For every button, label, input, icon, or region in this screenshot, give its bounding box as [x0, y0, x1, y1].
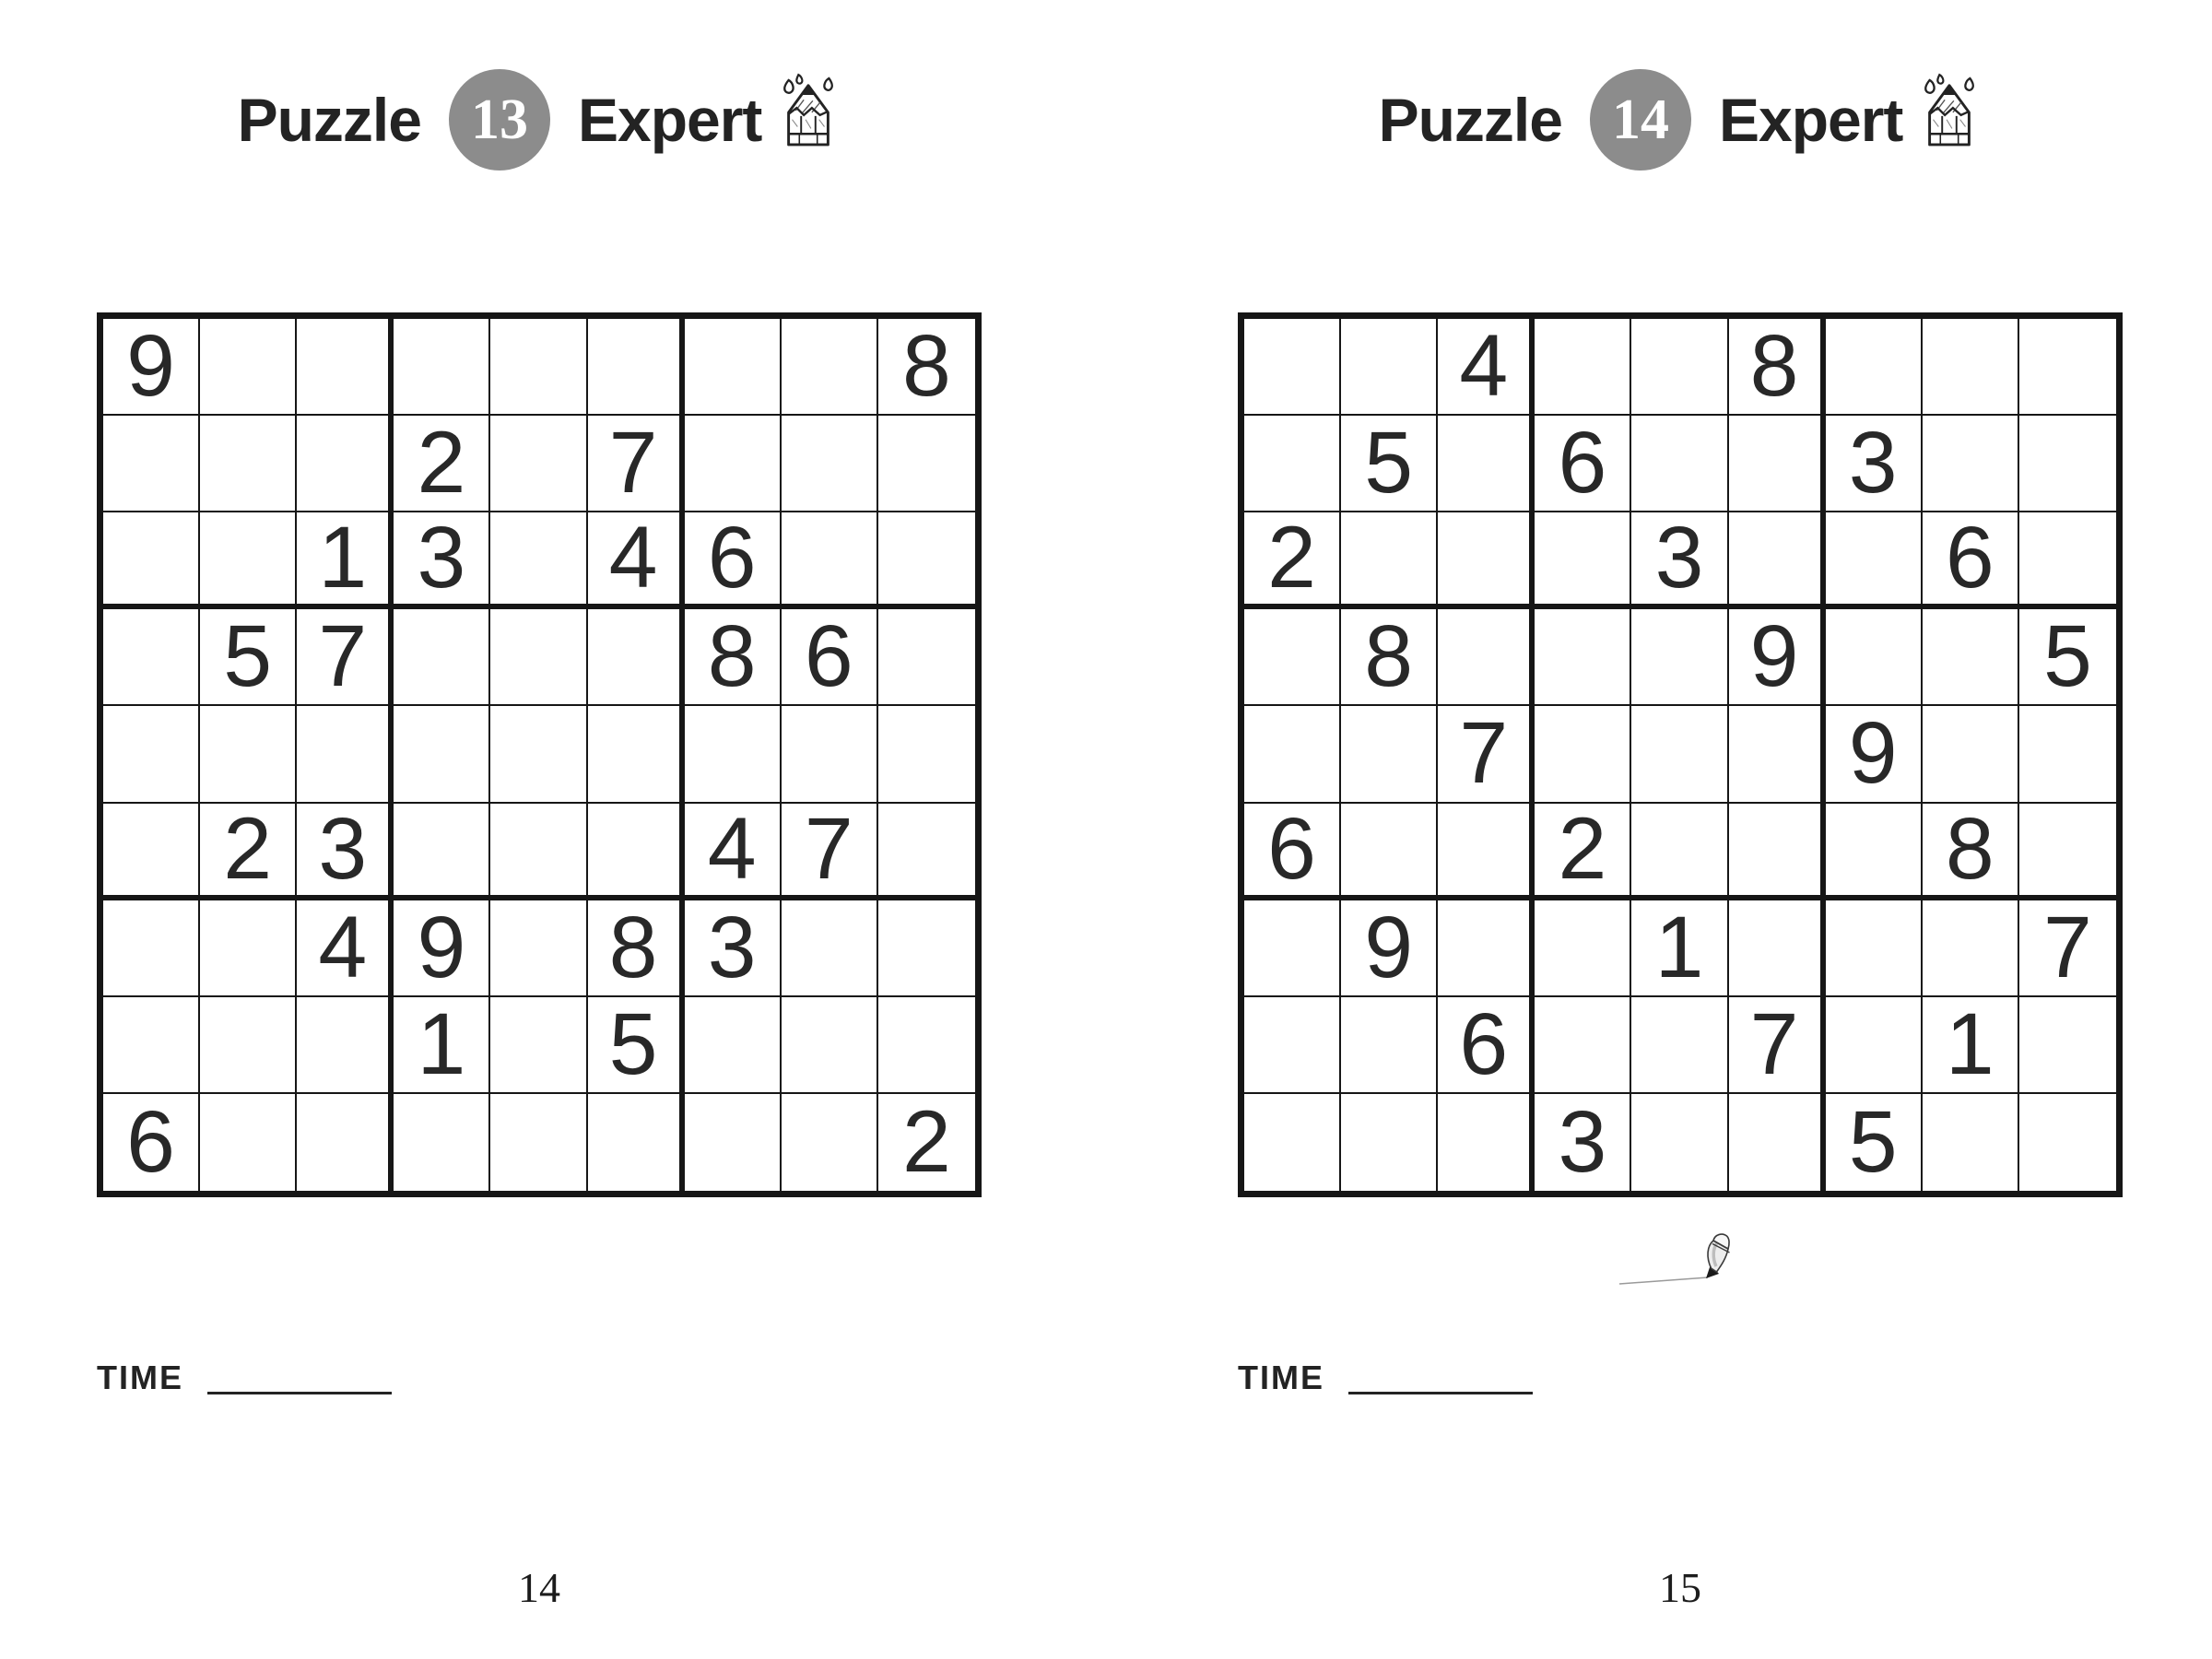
sudoku-cell[interactable] — [878, 512, 975, 609]
sudoku-cell[interactable]: 4 — [588, 512, 685, 609]
sudoku-cell[interactable] — [490, 1094, 587, 1191]
sudoku-cell[interactable]: 2 — [394, 416, 490, 512]
sudoku-cell[interactable]: 9 — [1341, 900, 1438, 997]
sudoku-cell[interactable]: 8 — [1729, 319, 1826, 416]
sudoku-cell[interactable]: 8 — [685, 609, 782, 706]
sudoku-cell[interactable] — [297, 416, 394, 512]
sudoku-cell[interactable]: 7 — [588, 416, 685, 512]
sudoku-cell[interactable]: 2 — [1244, 512, 1341, 609]
sudoku-cell[interactable] — [782, 900, 878, 997]
sudoku-cell[interactable] — [1631, 804, 1728, 900]
sudoku-cell[interactable] — [588, 1094, 685, 1191]
sudoku-cell[interactable] — [103, 609, 200, 706]
sudoku-cell[interactable]: 1 — [1631, 900, 1728, 997]
sudoku-cell[interactable]: 3 — [394, 512, 490, 609]
sudoku-cell[interactable] — [1729, 706, 1826, 803]
sudoku-cell[interactable] — [1631, 609, 1728, 706]
sudoku-cell[interactable] — [1826, 997, 1923, 1094]
sudoku-cell[interactable] — [1729, 804, 1826, 900]
sudoku-cell[interactable]: 2 — [1535, 804, 1631, 900]
sudoku-cell[interactable] — [1341, 804, 1438, 900]
sudoku-cell[interactable]: 6 — [782, 609, 878, 706]
sudoku-cell[interactable] — [685, 319, 782, 416]
sudoku-cell[interactable] — [200, 997, 297, 1094]
sudoku-cell[interactable] — [103, 900, 200, 997]
sudoku-cell[interactable] — [782, 512, 878, 609]
sudoku-grid-14 — [1238, 312, 2123, 1197]
sudoku-cell[interactable]: 1 — [297, 512, 394, 609]
sudoku-cell[interactable] — [1923, 706, 2019, 803]
sudoku-cell[interactable]: 8 — [588, 900, 685, 997]
sudoku-cell[interactable] — [200, 706, 297, 803]
sudoku-cell[interactable] — [297, 319, 394, 416]
sudoku-cell[interactable] — [1244, 609, 1341, 706]
sudoku-cell[interactable] — [1826, 900, 1923, 997]
sudoku-cell[interactable]: 6 — [1438, 997, 1535, 1094]
sudoku-cell[interactable] — [103, 997, 200, 1094]
sudoku-cell[interactable]: 3 — [1535, 1094, 1631, 1191]
sudoku-cell[interactable] — [1923, 1094, 2019, 1191]
sudoku-cell[interactable] — [2019, 997, 2116, 1094]
sudoku-cell[interactable] — [1535, 512, 1631, 609]
sudoku-cell[interactable] — [878, 706, 975, 803]
sudoku-cell[interactable] — [1535, 319, 1631, 416]
sudoku-cell[interactable] — [490, 512, 587, 609]
sudoku-cell[interactable] — [588, 319, 685, 416]
sudoku-cell[interactable] — [782, 706, 878, 803]
sudoku-cell[interactable]: 9 — [103, 319, 200, 416]
sudoku-cell[interactable]: 5 — [200, 609, 297, 706]
sudoku-cell[interactable] — [1438, 416, 1535, 512]
sudoku-cell[interactable]: 5 — [588, 997, 685, 1094]
sudoku-cell[interactable] — [2019, 706, 2116, 803]
sudoku-cell[interactable] — [1535, 900, 1631, 997]
sudoku-cell[interactable] — [394, 319, 490, 416]
sudoku-cell[interactable] — [878, 804, 975, 900]
sudoku-cell[interactable]: 7 — [1729, 997, 1826, 1094]
sudoku-cell[interactable] — [685, 416, 782, 512]
sudoku-cell[interactable]: 6 — [1923, 512, 2019, 609]
sudoku-cell[interactable]: 7 — [297, 609, 394, 706]
sudoku-cell[interactable] — [878, 997, 975, 1094]
puzzle-header — [1238, 63, 2123, 177]
sudoku-cell[interactable] — [782, 997, 878, 1094]
puzzle-number-badge: 13 — [449, 69, 550, 171]
sudoku-cell[interactable] — [1535, 706, 1631, 803]
book-page-right — [1106, 0, 2212, 1659]
sudoku-cell[interactable]: 1 — [1923, 997, 2019, 1094]
time-blank-line — [1348, 1392, 1533, 1394]
sudoku-cell[interactable] — [1535, 997, 1631, 1094]
sudoku-cell[interactable] — [1244, 900, 1341, 997]
pencil-sweat-icon — [776, 73, 841, 153]
sudoku-cell[interactable] — [394, 706, 490, 803]
sudoku-cell[interactable] — [1631, 416, 1728, 512]
sudoku-cell[interactable] — [878, 609, 975, 706]
sudoku-cell[interactable] — [103, 416, 200, 512]
time-row — [1238, 1359, 1533, 1397]
sudoku-cell[interactable]: 9 — [1826, 706, 1923, 803]
sudoku-cell[interactable] — [490, 609, 587, 706]
sudoku-cell[interactable] — [1923, 416, 2019, 512]
page-number: 14 — [518, 1564, 560, 1611]
sudoku-cell[interactable] — [1923, 609, 2019, 706]
sudoku-cell[interactable] — [1729, 512, 1826, 609]
difficulty-label: Expert — [577, 86, 762, 154]
sudoku-cell[interactable] — [1244, 319, 1341, 416]
sudoku-cell[interactable] — [1729, 900, 1826, 997]
sudoku-cell[interactable]: 3 — [1631, 512, 1728, 609]
sudoku-cell[interactable] — [1244, 416, 1341, 512]
sudoku-cell[interactable] — [1341, 997, 1438, 1094]
sudoku-cell[interactable] — [490, 804, 587, 900]
sudoku-cell[interactable] — [1438, 900, 1535, 997]
puzzle-title: Puzzle — [1378, 86, 1562, 154]
sudoku-cell[interactable] — [1826, 319, 1923, 416]
sudoku-cell[interactable]: 5 — [1341, 416, 1438, 512]
sudoku-cell[interactable]: 4 — [685, 804, 782, 900]
sudoku-cell[interactable]: 2 — [902, 1092, 951, 1191]
pencil-doodle — [1618, 1231, 1742, 1295]
sudoku-cell[interactable] — [782, 319, 878, 416]
sudoku-grid-13 — [97, 312, 982, 1197]
sudoku-cell[interactable]: 1 — [394, 997, 490, 1094]
sudoku-cell[interactable] — [1244, 1094, 1341, 1191]
sudoku-cell[interactable] — [490, 706, 587, 803]
sudoku-cell[interactable] — [1438, 512, 1535, 609]
sudoku-cell[interactable] — [1341, 1094, 1438, 1191]
sudoku-cell[interactable] — [1631, 319, 1728, 416]
time-label: TIME — [1238, 1359, 1324, 1396]
sudoku-cell[interactable] — [2019, 1094, 2116, 1191]
sudoku-cell[interactable] — [1631, 997, 1728, 1094]
sudoku-cell[interactable]: 6 — [1535, 416, 1631, 512]
sudoku-cell[interactable] — [1341, 706, 1438, 803]
sudoku-cell[interactable] — [1631, 1094, 1728, 1191]
sudoku-cell[interactable] — [1826, 609, 1923, 706]
page-number: 15 — [1659, 1564, 1701, 1611]
sudoku-cell[interactable]: 4 — [1438, 319, 1535, 416]
sudoku-cell[interactable] — [588, 804, 685, 900]
sudoku-cell[interactable] — [1244, 706, 1341, 803]
sudoku-cell[interactable]: 3 — [685, 900, 782, 997]
sudoku-cell[interactable] — [490, 900, 587, 997]
sudoku-cell[interactable]: 7 — [1438, 706, 1535, 803]
time-row — [97, 1359, 392, 1397]
sudoku-cell[interactable] — [782, 1094, 878, 1191]
sudoku-cell[interactable]: 4 — [297, 900, 394, 997]
sudoku-cell[interactable] — [297, 997, 394, 1094]
puzzle-number-badge: 14 — [1590, 69, 1691, 171]
sudoku-cell[interactable] — [685, 706, 782, 803]
sudoku-cell[interactable] — [394, 804, 490, 900]
sudoku-cell[interactable] — [200, 900, 297, 997]
sudoku-cell[interactable] — [394, 609, 490, 706]
time-label: TIME — [97, 1359, 183, 1396]
sudoku-cell[interactable] — [1923, 319, 2019, 416]
sudoku-cell[interactable] — [1438, 609, 1535, 706]
sudoku-cell[interactable] — [200, 512, 297, 609]
sudoku-cell[interactable]: 7 — [2019, 900, 2116, 997]
sudoku-cell[interactable] — [878, 900, 975, 997]
sudoku-cell[interactable] — [200, 319, 297, 416]
sudoku-cell[interactable] — [685, 1094, 782, 1191]
sudoku-cell[interactable]: 3 — [1826, 416, 1923, 512]
sudoku-cell[interactable]: 8 — [878, 319, 975, 416]
sudoku-cell[interactable]: 2 — [200, 804, 297, 900]
sudoku-cell[interactable] — [588, 706, 685, 803]
sudoku-cell[interactable] — [200, 416, 297, 512]
sudoku-cell[interactable] — [1923, 900, 2019, 997]
sudoku-cell[interactable]: 6 — [685, 512, 782, 609]
sudoku-cell[interactable] — [782, 416, 878, 512]
sudoku-cell[interactable]: 6 — [1244, 804, 1341, 900]
sudoku-cell[interactable]: 8 — [1341, 609, 1438, 706]
sudoku-cell[interactable] — [2019, 512, 2116, 609]
sudoku-cell[interactable]: 9 — [394, 900, 490, 997]
sudoku-cell[interactable] — [1729, 416, 1826, 512]
sudoku-cell[interactable] — [1631, 706, 1728, 803]
sudoku-cell[interactable] — [490, 997, 587, 1094]
sudoku-cell[interactable]: 9 — [1729, 609, 1826, 706]
sudoku-cell[interactable] — [103, 512, 200, 609]
puzzle-title: Puzzle — [237, 86, 421, 154]
sudoku-cell[interactable]: 5 — [1826, 1094, 1923, 1191]
sudoku-cell[interactable]: 5 — [2019, 609, 2116, 706]
sudoku-cell[interactable] — [490, 319, 587, 416]
sudoku-cell[interactable] — [2019, 416, 2116, 512]
sudoku-cell[interactable] — [200, 1094, 297, 1191]
sudoku-cell[interactable] — [1438, 1094, 1535, 1191]
difficulty-label: Expert — [1718, 86, 1903, 154]
pencil-sweat-icon — [1917, 73, 1982, 153]
puzzle-header — [97, 63, 982, 177]
sudoku-cell[interactable] — [297, 706, 394, 803]
sudoku-cell[interactable] — [2019, 319, 2116, 416]
sudoku-cell[interactable] — [490, 416, 587, 512]
sudoku-cell[interactable] — [588, 609, 685, 706]
sudoku-cell[interactable]: 7 — [782, 804, 878, 900]
sudoku-cell[interactable] — [1826, 804, 1923, 900]
sudoku-cell[interactable] — [103, 706, 200, 803]
sudoku-cell[interactable] — [878, 416, 975, 512]
sudoku-cell[interactable] — [1244, 997, 1341, 1094]
sudoku-cell[interactable]: 6 — [103, 1094, 200, 1191]
sudoku-cell[interactable] — [103, 804, 200, 900]
sudoku-cell[interactable] — [1341, 319, 1438, 416]
sudoku-cell[interactable] — [1826, 512, 1923, 609]
sudoku-cell[interactable] — [394, 1094, 490, 1191]
sudoku-cell[interactable] — [1341, 512, 1438, 609]
sudoku-cell[interactable] — [685, 997, 782, 1094]
sudoku-cell[interactable] — [1535, 609, 1631, 706]
sudoku-cell[interactable]: 3 — [297, 804, 394, 900]
sudoku-cell[interactable] — [1729, 1094, 1826, 1191]
sudoku-cell[interactable] — [297, 1094, 394, 1191]
sudoku-cell[interactable] — [1438, 804, 1535, 900]
sudoku-cell[interactable]: 8 — [1923, 804, 2019, 900]
time-blank-line — [207, 1392, 392, 1394]
sudoku-cell[interactable] — [2019, 804, 2116, 900]
